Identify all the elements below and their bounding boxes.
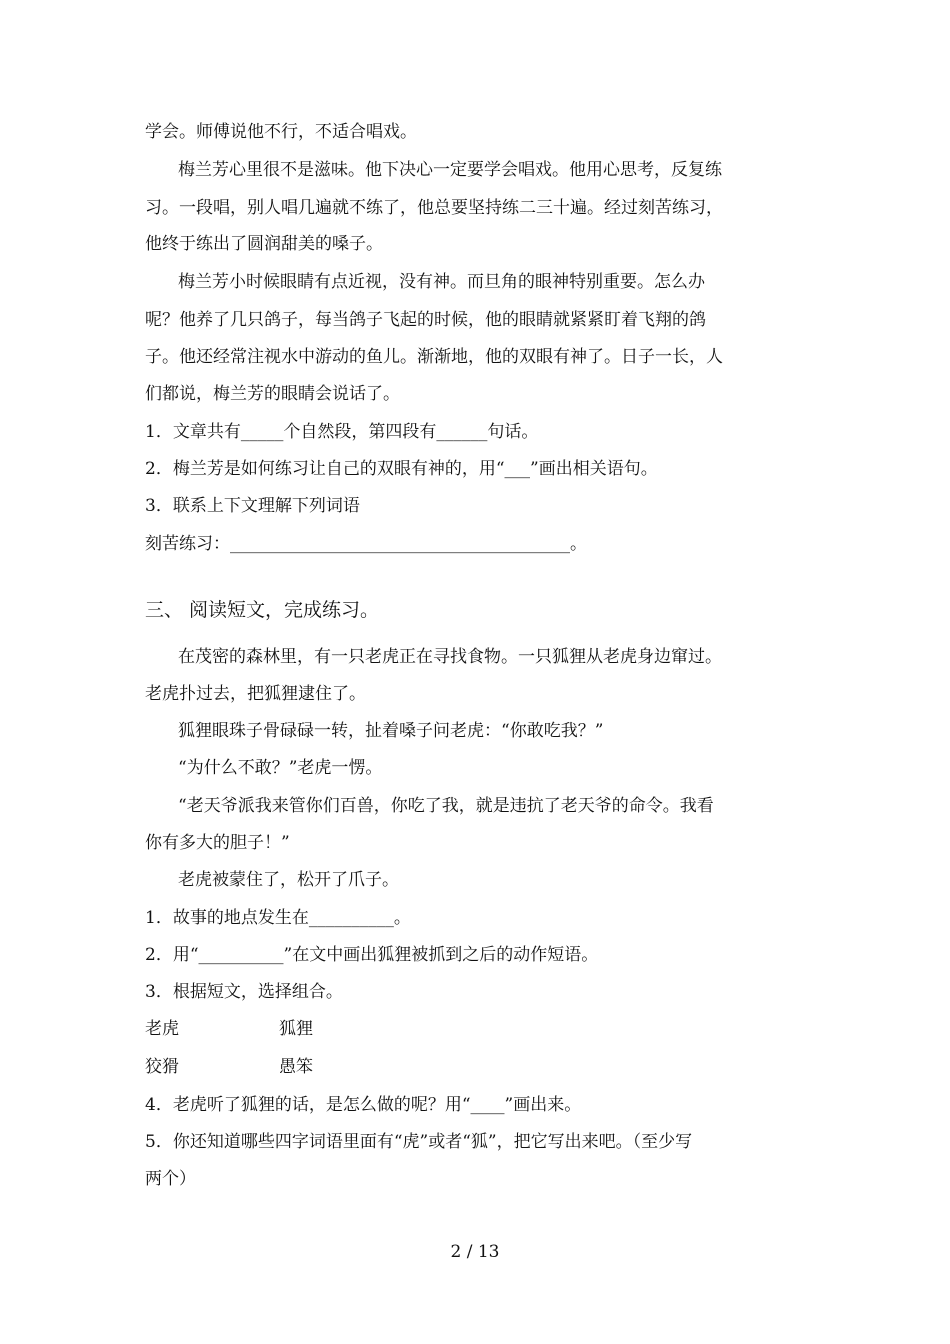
paragraph-line: 你有多大的胆子！” xyxy=(145,833,290,853)
question-3: 3．联系上下文理解下列词语 xyxy=(145,496,360,516)
answer-line: 刻苦练习：________________________________________。 xyxy=(145,534,587,554)
paragraph-line: 梅兰芳小时候眼睛有点近视，没有神。而旦角的眼神特别重要。怎么办 xyxy=(178,272,705,292)
paragraph-line: 学会。师傅说他不行，不适合唱戏。 xyxy=(145,122,417,142)
paragraph-line: 老虎扑过去，把狐狸逮住了。 xyxy=(145,684,366,704)
question-5-continued: 两个） xyxy=(145,1169,196,1189)
question-5: 5．你还知道哪些四字词语里面有“虎”或者“狐”，把它写出来吧。（至少写 xyxy=(145,1132,693,1152)
pair-left: 老虎 xyxy=(145,1019,179,1039)
paragraph-line: 在茂密的森林里，有一只老虎正在寻找食物。一只狐狸从老虎身边窜过。 xyxy=(178,647,722,667)
paragraph-line: 老虎被蒙住了，松开了爪子。 xyxy=(178,870,399,890)
question-2: 2．梅兰芳是如何练习让自己的双眼有神的，用“___”画出相关语句。 xyxy=(145,459,658,479)
paragraph-line: 他终于练出了圆润甜美的嗓子。 xyxy=(145,234,383,254)
question-1: 1．故事的地点发生在__________。 xyxy=(145,908,411,928)
page-number: 2 / 13 xyxy=(450,1242,500,1262)
question-2: 2．用“__________”在文中画出狐狸被抓到之后的动作短语。 xyxy=(145,945,599,965)
pair-right: 愚笨 xyxy=(279,1057,313,1077)
paragraph-line: “老天爷派我来管你们百兽，你吃了我，就是违抗了老天爷的命令。我看 xyxy=(178,796,714,816)
paragraph-line: “为什么不敢？”老虎一愣。 xyxy=(178,758,383,778)
pair-left: 狡猾 xyxy=(145,1057,179,1077)
question-3: 3．根据短文，选择组合。 xyxy=(145,982,343,1002)
paragraph-line: 子。他还经常注视水中游动的鱼儿。渐渐地，他的双眼有神了。日子一长，人 xyxy=(145,347,723,367)
paragraph-line: 们都说，梅兰芳的眼睛会说话了。 xyxy=(145,384,400,404)
pair-right: 狐狸 xyxy=(279,1019,313,1039)
question-1: 1．文章共有_____个自然段，第四段有______句话。 xyxy=(145,422,539,442)
paragraph-line: 习。一段唱，别人唱几遍就不练了，他总要坚持练二三十遍。经过刻苦练习， xyxy=(145,198,723,218)
paragraph-line: 呢？他养了几只鸽子，每当鸽子飞起的时候，他的眼睛就紧紧盯着飞翔的鸽 xyxy=(145,310,706,330)
paragraph-line: 梅兰芳心里很不是滋味。他下决心一定要学会唱戏。他用心思考，反复练 xyxy=(178,160,722,180)
question-4: 4．老虎听了狐狸的话，是怎么做的呢？用“____”画出来。 xyxy=(145,1095,582,1115)
section-heading: 三、 阅读短文，完成练习。 xyxy=(145,599,380,621)
paragraph-line: 狐狸眼珠子骨碌碌一转，扯着嗓子问老虎：“你敢吃我？” xyxy=(178,721,604,741)
